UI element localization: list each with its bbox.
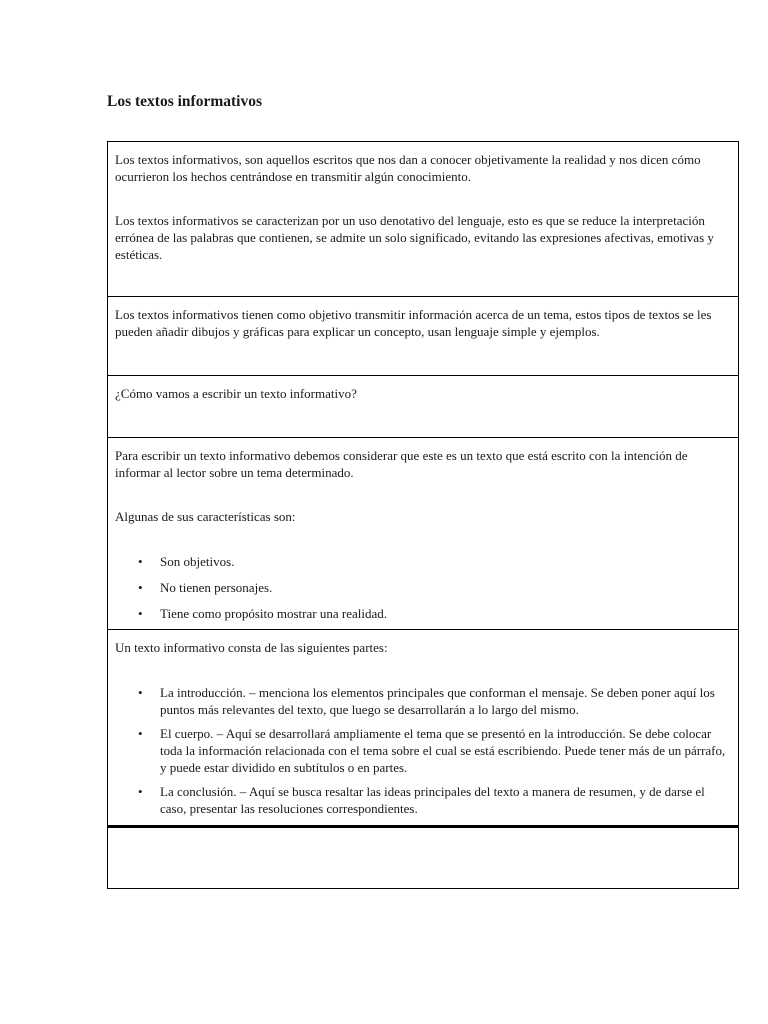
table-cell-parts — [107, 630, 739, 826]
list-item: • Son objetivos. — [138, 554, 235, 569]
page-title: Los textos informativos — [107, 93, 262, 110]
bullet-icon: • — [138, 554, 143, 569]
content-table — [107, 141, 739, 889]
bullet-icon: • — [138, 606, 143, 621]
table-cell-characteristics — [107, 438, 739, 630]
bullet-list — [115, 553, 731, 622]
paragraph: Los textos informativos tienen como objetivo transmitir información acerca de un tema, estos tipos de textos se les pueden añadir dibujos y gráficas para explicar un concepto, usan lenguaje simple y ejemplos. — [115, 307, 712, 339]
list-item: • Tiene como propósito mostrar una realidad. — [138, 606, 387, 621]
list-item: • La conclusión. – Aquí se busca resaltar las ideas principales del texto a manera de resumen, y de darse el caso, presentar las resoluciones correspondientes. — [138, 784, 705, 816]
paragraph: Los textos informativos, son aquellos escritos que nos dan a conocer objetivamente la realidad y nos dicen cómo ocurrieron los hechos centrándose en transmitir algún conocimiento. — [115, 152, 701, 184]
paragraph: Los textos informativos se caracterizan por un uso denotativo del lenguaje, esto es que se reduce la interpretación errónea de las palabras que contienen, se admite un solo significado, evitando las expresiones afectivas, emotivas y estéticas. — [115, 213, 714, 262]
bullet-icon: • — [138, 726, 143, 741]
paragraph: Un texto informativo consta de las siguientes partes: — [115, 640, 388, 655]
paragraph: Algunas de sus características son: — [115, 509, 296, 524]
table-cell-objective — [107, 297, 739, 376]
bullet-icon: • — [138, 784, 143, 799]
bullet-icon: • — [138, 580, 143, 595]
table-cell-definition — [107, 141, 739, 297]
table-cell-empty — [107, 826, 739, 889]
paragraph: Para escribir un texto informativo debemos considerar que este es un texto que está escrito con la intención de informar al lector sobre un tema determinado. — [115, 448, 688, 480]
paragraph: ¿Cómo vamos a escribir un texto informativo? — [115, 386, 357, 401]
bullet-icon: • — [138, 685, 143, 700]
bullet-list — [115, 684, 731, 817]
list-item: • No tienen personajes. — [138, 580, 273, 595]
table-cell-question — [107, 376, 739, 438]
list-item: • El cuerpo. – Aquí se desarrollará ampliamente el tema que se presentó en la introducción. Se debe colocar toda la información relacionada con el tema sobre el cual se está escribiendo. Puede tener más de un párrafo, y puede estar dividido en subtítulos o en partes. — [138, 726, 726, 775]
list-item: • La introducción. – menciona los elementos principales que conforman el mensaje. Se deben poner aquí los puntos más relevantes del texto, que luego se desarrollarán a lo largo del mismo. — [138, 685, 715, 717]
